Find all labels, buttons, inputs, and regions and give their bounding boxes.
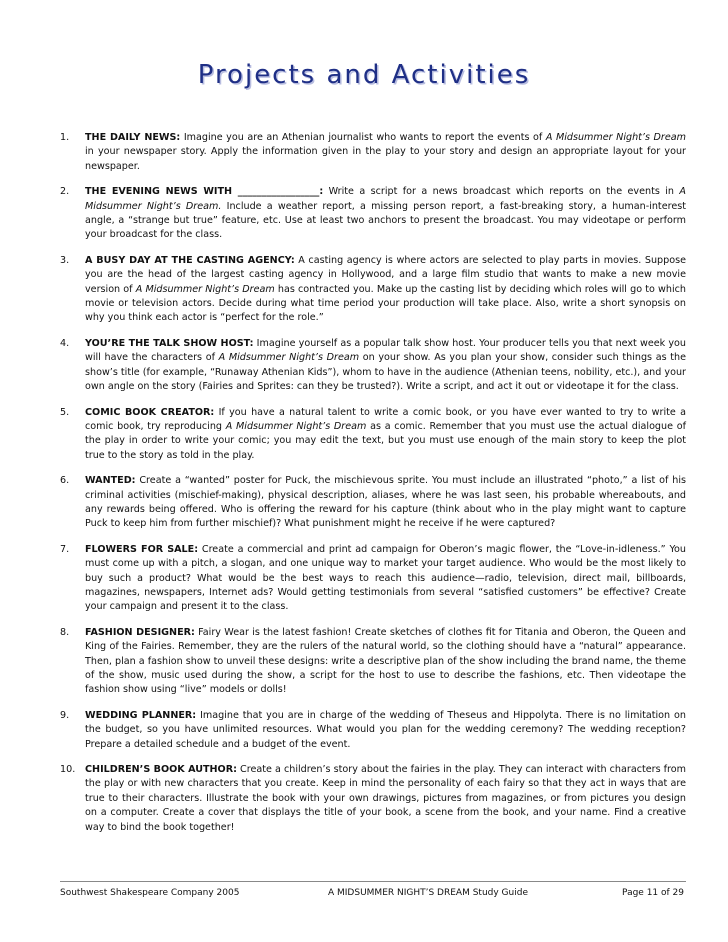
list-item [60, 254, 686, 326]
list-item-number: 6. [60, 475, 70, 487]
list-item-heading: WANTED: [85, 475, 136, 487]
footer-guide-title: A MIDSUMMER NIGHT’S DREAM Study Guide [328, 888, 528, 898]
list-item-heading: FASHION DESIGNER: [85, 626, 195, 638]
footer-organization: Southwest Shakespeare Company 2005 [60, 888, 240, 898]
list-item-number: 2. [60, 186, 70, 198]
list-item-heading: CHILDREN’S BOOK AUTHOR: [85, 764, 237, 776]
list-item [60, 709, 686, 752]
list-item [60, 337, 686, 395]
body-text: Create a “wanted” poster for Puck, the mischievous sprite. You must include an illustrated “photo,” a list of his criminal activities (mischief-making), physical description, aliases, where he was last seen, his probable whereabouts, and any rewards being offered. Who is offering the reward for his capture (think about who in the play might want to capture Puck to keep him from further mischief)? What punishment might he receive if he were captured? [85, 475, 686, 530]
footer-divider [60, 881, 686, 882]
body-text: Create a children’s story about the fairies in the play. They can interact with characters from the play or with new characters that you create. Keep in mind the personality of each fairy so that they act in ways that are true to their characters. Illustrate the book with your own drawings, pictures from magazines, or from pictures you design on a computer. Create a cover that displays the title of your book, a scene from the book, and your name. Find a creative way to bind the book together! [85, 764, 686, 833]
list-item-heading: WEDDING PLANNER: [85, 709, 197, 721]
italic-title-text: A Midsummer Night’s Dream [545, 132, 686, 143]
italic-title-text: A Midsummer Night’s Dream [135, 283, 275, 295]
list-item-heading: THE EVENING NEWS WITH _________________: [85, 186, 324, 198]
body-text: Imagine that you are in charge of the wedding of Theseus and Hippolyta. There is no limitation on the budget, so you have unlimited resources. What would you plan for the wedding ceremony? The wedding reception? Prepare a detailed schedule and a budget of the event. [85, 709, 686, 750]
list-item [60, 543, 686, 615]
body-text: as a comic. Remember that you must use the actual dialogue of the play in order to write your comic; you may edit the text, but you must use enough of the main story to keep the plot true to the story as told in the play. [85, 420, 686, 461]
list-item [60, 131, 686, 174]
body-text: in your newspaper story. Apply the information given in the play to your story and design an appropriate layout for your newspaper. [85, 146, 686, 172]
list-item-heading: A BUSY DAY AT THE CASTING AGENCY: [85, 254, 295, 266]
body-text: Fairy Wear is the latest fashion! Create sketches of clothes fit for Titania and Oberon, the Queen and King of the Fairies. Remember, they are the rulers of the natural world, so the clothing should have a “natural” appearance. Then, plan a fashion show to unveil these designs: write a descriptive plan of the show including the brand name, the theme of the show, music used during the show, a script for the host to use to describe the fashions, etc. Then videotape the fashion show using “live” models or dolls! [85, 626, 686, 696]
list-item-heading: YOU’RE THE TALK SHOW HOST: [85, 337, 254, 349]
activity-list [60, 131, 686, 846]
list-item-number: 10. [60, 764, 76, 776]
list-item-number: 5. [60, 406, 70, 418]
list-item-number: 1. [60, 132, 70, 143]
list-item-number: 3. [60, 254, 70, 266]
italic-title-text: A Midsummer Night’s Dream [225, 420, 367, 432]
italic-title-text: A Midsummer Night’s Dream. [85, 186, 686, 212]
list-item-number: 7. [60, 543, 70, 555]
list-item [60, 626, 686, 698]
list-item-number: 9. [60, 709, 70, 721]
body-text: Include a weather report, a missing person report, a fast-breaking story, a human-interest angle, a “strange but true” feature, etc. Use at least two anchors to present the broadcast. You may videotape or perform your broadcast for the class. [85, 200, 686, 241]
list-item-heading: THE DAILY NEWS: [85, 132, 181, 143]
body-text: Imagine you are an Athenian journalist who wants to report the events of [180, 132, 546, 143]
list-item [60, 474, 686, 532]
body-text: on your show. As you plan your show, consider such things as the show’s title (for example, “Runaway Athenian Kids”), whom to have in the audience (Athenian teens, nobility, etc.), and your own angle on the story (Fairies and Sprites: can they be trusted?). Write a script, and act it out or videotape it for the class. [85, 352, 686, 393]
page-title: Projects and Activities [197, 60, 531, 90]
list-item [60, 406, 686, 464]
list-item-heading: COMIC BOOK CREATOR: [85, 406, 215, 418]
italic-title-text: A Midsummer Night’s Dream [218, 352, 360, 364]
body-text: Create a commercial and print ad campaign for Oberon’s magic flower, the “Love-in-idleness.” You must come up with a pitch, a slogan, and one unique way to market your target audience. Who would be the most likely to buy such a product? What would be the best ways to reach this audience—radio, television, direct mail, billboards, magazines, newspapers, Internet ads? Would getting testimonials from several “satisfied customers” be effective? Create your campaign and present it to the class. [85, 543, 686, 613]
body-text: Imagine yourself as a popular talk show host. Your producer tells you that next week you will have the characters of [85, 337, 686, 364]
body-text: If you have a natural talent to write a comic book, or you have ever wanted to try to write a comic book, try reproducing [85, 406, 686, 432]
list-item [60, 763, 686, 835]
body-text: A casting agency is where actors are selected to play parts in movies. Suppose you are the head of the largest casting agency in Hollywood, and a large film studio that wants to make a new movie version of [85, 254, 686, 295]
list-item-heading: FLOWERS FOR SALE: [85, 543, 199, 555]
footer-page-number: Page 11 of 29 [622, 888, 684, 898]
body-text: Write a script for a news broadcast which reports on the events in [323, 186, 680, 198]
list-item-number: 4. [60, 337, 70, 349]
body-text: has contracted you. Make up the casting list by deciding which roles will go to which movie or television actors. Decide during what time period your production will take place. Also, write a short synopsis on why you think each actor is “perfect for the role.” [85, 283, 686, 324]
list-item [60, 185, 686, 243]
list-item-number: 8. [60, 626, 70, 638]
